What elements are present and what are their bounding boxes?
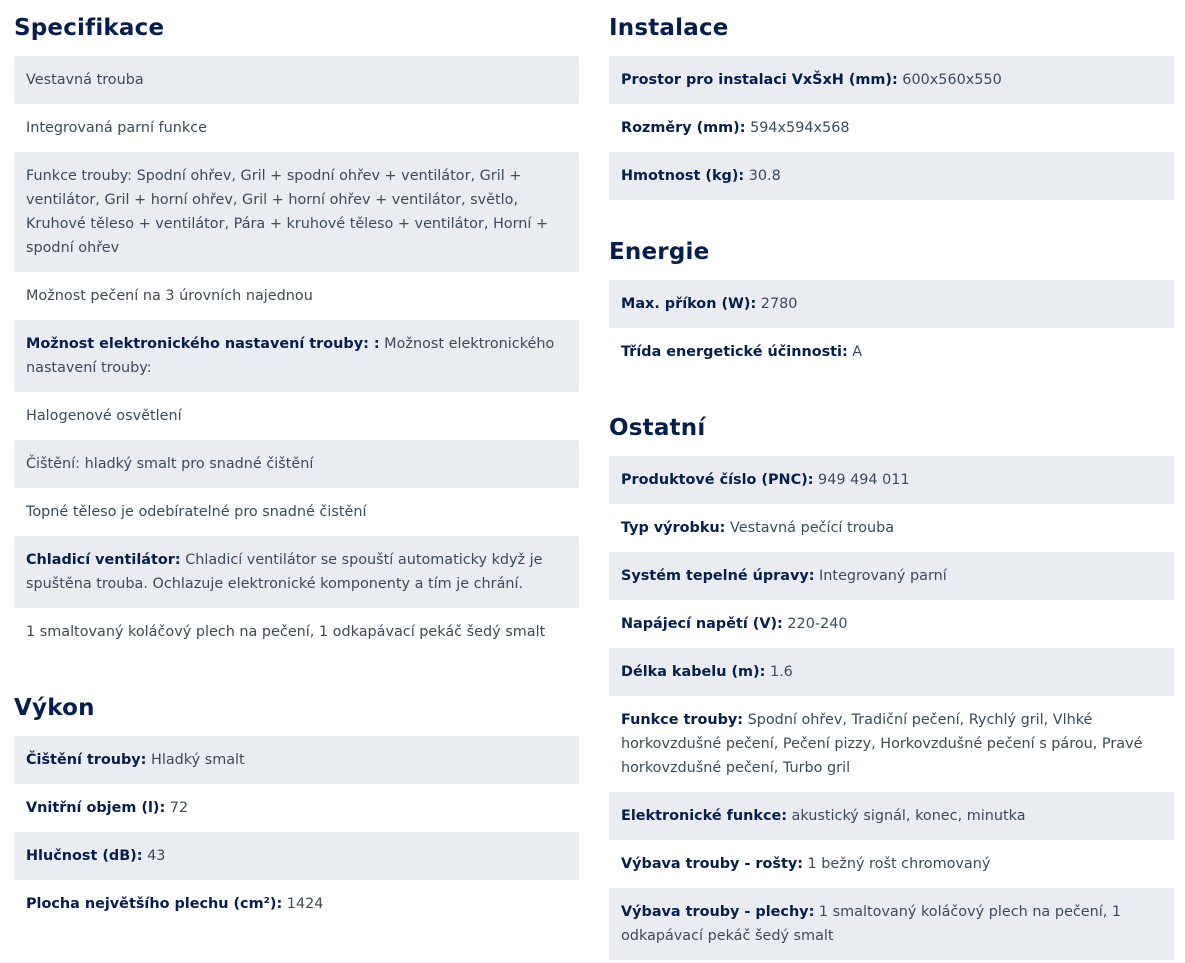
spec-row [609, 552, 1174, 600]
ostatni-list [609, 456, 1174, 960]
spec-value: 1.6 [765, 664, 793, 680]
section-title-instalace: Instalace [609, 15, 729, 41]
spec-label: Čištění trouby: [26, 752, 147, 768]
spec-row [609, 696, 1174, 792]
spec-row [14, 320, 579, 392]
spec-value: 1 smaltovaný koláčový plech na pečení, 1 odkapávací pekáč šedý smalt [621, 904, 1122, 944]
spec-label: Hmotnost (kg): [621, 168, 745, 184]
spec-row [14, 536, 579, 608]
spec-value: 220-240 [782, 616, 848, 632]
spec-value: 2780 [756, 296, 798, 312]
spec-row [609, 56, 1174, 104]
spec-value: 1424 [282, 896, 324, 912]
spec-row [14, 608, 579, 656]
spec-value: 72 [165, 800, 189, 816]
spec-row [14, 832, 579, 880]
spec-row [14, 880, 579, 928]
spec-row [609, 504, 1174, 552]
vykon-list [14, 736, 579, 928]
spec-label: Max. příkon (W): [621, 296, 757, 312]
spec-row [14, 440, 579, 488]
spec-row [609, 328, 1174, 376]
spec-label: Hlučnost (dB): [26, 848, 143, 864]
spec-value: A [847, 344, 863, 360]
left-column [14, 0, 579, 928]
spec-label: Chladicí ventilátor: [26, 552, 181, 568]
spec-label: Možnost elektronického nastavení trouby: : [26, 336, 380, 352]
section-title-vykon: Výkon [14, 695, 95, 721]
spec-row [14, 152, 579, 272]
spec-row [14, 56, 579, 104]
spec-row [609, 104, 1174, 152]
spec-value: Vestavná pečící trouba [725, 520, 895, 536]
section-title-ostatni: Ostatní [609, 415, 706, 441]
spec-label: Prostor pro instalaci VxŠxH (mm): [621, 72, 898, 88]
spec-value: 594x594x568 [745, 120, 850, 136]
spec-value: 30.8 [744, 168, 781, 184]
spec-row [609, 792, 1174, 840]
section-title-specifikace: Specifikace [14, 15, 165, 41]
energie-list [609, 280, 1174, 376]
spec-value: 1 bežný rošt chromovaný [802, 856, 991, 872]
spec-value: akustický signál, konec, minutka [786, 808, 1026, 824]
spec-value: Integrovaná parní funkce [26, 120, 207, 136]
spec-label: Výbava trouby - rošty: [621, 856, 803, 872]
spec-label: Systém tepelné úpravy: [621, 568, 815, 584]
spec-label: Typ výrobku: [621, 520, 726, 536]
spec-value: Halogenové osvětlení [26, 408, 182, 424]
spec-label: Délka kabelu (m): [621, 664, 766, 680]
spec-value: Možnost elektronického nastavení trouby: [26, 336, 555, 376]
spec-row [14, 488, 579, 536]
spec-value: 43 [142, 848, 166, 864]
specifikace-list [14, 56, 579, 656]
spec-value: Čištění: hladký smalt pro snadné čištění [26, 456, 314, 472]
spec-value: Vestavná trouba [26, 72, 144, 88]
spec-row [609, 840, 1174, 888]
spec-row [609, 888, 1174, 960]
spec-label: Funkce trouby: [621, 712, 744, 728]
spec-row [14, 392, 579, 440]
instalace-list [609, 56, 1174, 200]
spec-label: Výbava trouby - plechy: [621, 904, 815, 920]
spec-value: Integrovaný parní [814, 568, 947, 584]
spec-value: Možnost pečení na 3 úrovních najednou [26, 288, 313, 304]
section-title-energie: Energie [609, 239, 710, 265]
spec-label: Rozměry (mm): [621, 120, 746, 136]
spec-row [609, 456, 1174, 504]
spec-row [609, 600, 1174, 648]
spec-row [609, 152, 1174, 200]
spec-row [14, 784, 579, 832]
spec-row [14, 104, 579, 152]
spec-value: 600x560x550 [897, 72, 1002, 88]
spec-label: Vnitřní objem (l): [26, 800, 166, 816]
spec-label: Napájecí napětí (V): [621, 616, 783, 632]
spec-row [14, 272, 579, 320]
spec-value: Chladicí ventilátor se spouští automaticky když je spuštěna trouba. Ochlazuje elektronické komponenty a tím je chrání. [26, 552, 543, 592]
spec-row [609, 280, 1174, 328]
right-column [609, 0, 1174, 960]
spec-value: 949 494 011 [813, 472, 910, 488]
spec-label: Elektronické funkce: [621, 808, 787, 824]
spec-value: 1 smaltovaný koláčový plech na pečení, 1 odkapávací pekáč šedý smalt [26, 624, 546, 640]
spec-value: Topné těleso je odebíratelné pro snadné čistění [26, 504, 367, 520]
spec-value: Spodní ohřev, Tradiční pečení, Rychlý gril, Vlhké horkovzdušné pečení, Pečení pizzy, Horkovzdušné pečení s párou, Pravé horkovzdušné pečení, Turbo gril [621, 712, 1143, 776]
spec-row [14, 736, 579, 784]
spec-value: Hladký smalt [146, 752, 245, 768]
spec-label: Třída energetické účinnosti: [621, 344, 848, 360]
spec-value: Funkce trouby: Spodní ohřev, Gril + spodní ohřev + ventilátor, Gril + ventilátor, Gril + horní ohřev, Gril + horní ohřev + ventilátor, světlo, Kruhové těleso + ventilátor, Pára + kruhové těleso + ventilátor, Horní + spodní ohřev [26, 168, 549, 256]
spec-label: Plocha největšího plechu (cm²): [26, 896, 283, 912]
spec-row [609, 648, 1174, 696]
spec-label: Produktové číslo (PNC): [621, 472, 814, 488]
